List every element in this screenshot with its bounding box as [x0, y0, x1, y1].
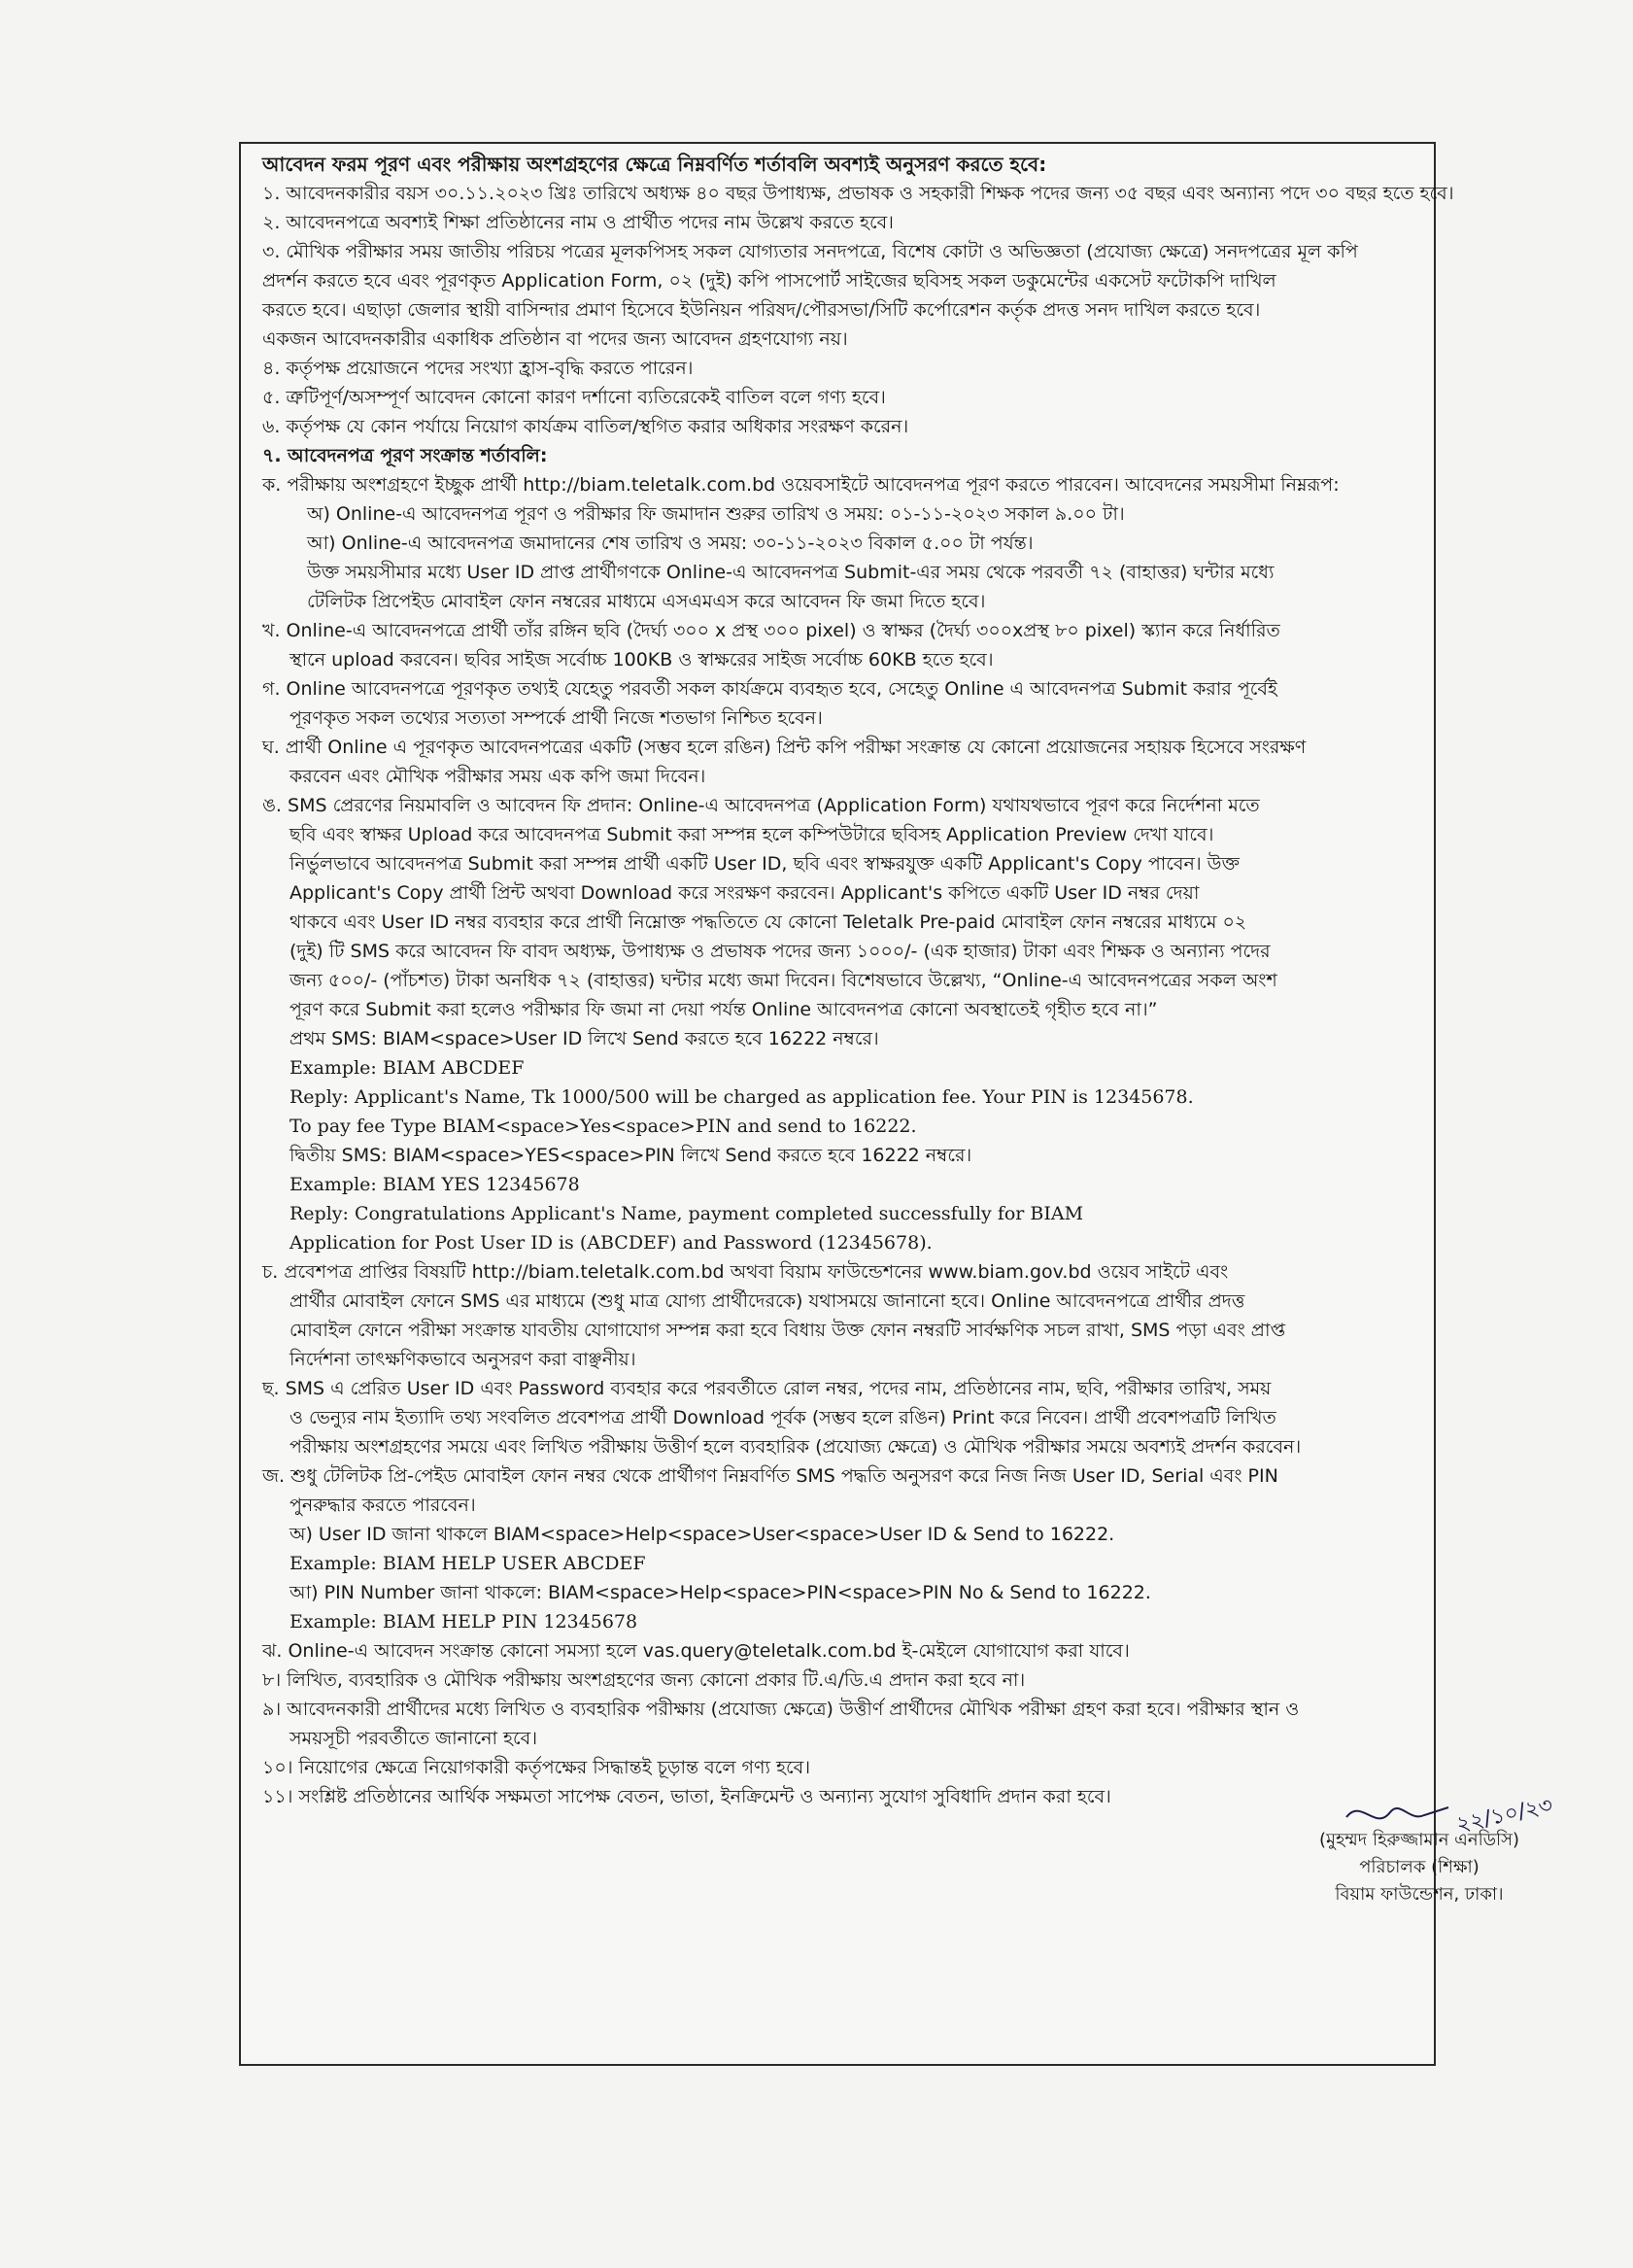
- sms-first-reply-1: Reply: Applicant's Name, Tk 1000/500 will be charged as application fee. Your PIN is 12345678.: [289, 1086, 1194, 1108]
- recover-pin: আ) PIN Number জানা থাকলে: BIAM<space>Help<space>PIN<space>PIN No & Send to 16222.: [289, 1582, 1151, 1603]
- recover-user-id: অ) User ID জানা থাকলে BIAM<space>Help<space>User<space>User ID & Send to 16222.: [289, 1524, 1115, 1545]
- rule-5: ৫. ত্রুটিপূর্ণ/অসম্পূর্ণ আবেদন কোনো কারণ দর্শানো ব্যতিরেকেই বাতিল বলে গণ্য হবে।: [262, 387, 886, 408]
- rule-7nga-line-4: Applicant's Copy প্রার্থী প্রিন্ট অথবা Download করে সংরক্ষণ করবেন। Applicant's কপিতে একটি User ID নম্বর দেয়া: [289, 882, 1200, 904]
- signatory-designation: পরিচালক (শিক্ষা): [1359, 1857, 1480, 1877]
- rule-7ka-line-1: ক. পরীক্ষায় অংশগ্রহণে ইচ্ছুক প্রার্থী http://biam.teletalk.com.bd ওয়েবসাইটে আবেদনপত্র পূরণ করতে পারবেন। আবেদনের সময়সীমা নিম্নরূপ:: [262, 474, 1340, 496]
- rule-7ga-line-2: পূরণকৃত সকল তথ্যের সত্যতা সম্পর্কে প্রার্থী নিজে শতভাগ নিশ্চিত হবেন।: [289, 707, 823, 729]
- rule-9-line-2: সময়সূচী পরবর্তীতে জানানো হবে।: [289, 1728, 537, 1749]
- rule-9-line-1: ৯। আবেদনকারী প্রার্থীদের মধ্যে লিখিত ও ব্যবহারিক পরীক্ষায় (প্রযোজ্য ক্ষেত্রে) উত্তীর্ণ প্রার্থীদের মৌখিক পরীক্ষা গ্রহণ করা হবে। পরীক্ষার স্থান ও: [262, 1699, 1300, 1720]
- rule-7ka-aa: আ) Online-এ আবেদনপত্র জমাদানের শেষ তারিখ ও সময়: ৩০-১১-২০২৩ বিকাল ৫.০০ টা পর্যন্ত।: [307, 533, 1034, 554]
- rule-7-heading: ৭. আবেদনপত্র পূরণ সংক্রান্ত শর্তাবলি:: [262, 445, 548, 466]
- sms-second-reply-1: Reply: Congratulations Applicant's Name, payment completed successfully for BIAM: [289, 1203, 1084, 1224]
- recover-user-id-example: Example: BIAM HELP USER ABCDEF: [289, 1553, 646, 1574]
- rule-3-line-4: একজন আবেদনকারীর একাধিক প্রতিষ্ঠান বা পদের জন্য আবেদন গ্রহণযোগ্য নয়।: [262, 328, 848, 350]
- rule-10: ১০। নিয়োগের ক্ষেত্রে নিয়োগকারী কর্তৃপক্ষের সিদ্ধান্তই চূড়ান্ত বলে গণ্য হবে।: [262, 1757, 810, 1778]
- signature-date: ২২/১০/২৩: [1454, 1793, 1555, 1838]
- rule-7ka-line-4: উক্ত সময়সীমার মধ্যে User ID প্রাপ্ত প্রার্থীগণকে Online-এ আবেদনপত্র Submit-এর সময় থেকে পরবর্তী ৭২ (বাহাত্তর) ঘন্টার মধ্যে: [307, 562, 1275, 583]
- rule-7nga-line-2: ছবি এবং স্বাক্ষর Upload করে আবেদনপত্র Submit করা সম্পন্ন হলে কম্পিউটারে ছবিসহ Application Preview দেখা যাবে।: [289, 824, 1214, 845]
- recover-pin-example: Example: BIAM HELP PIN 12345678: [289, 1611, 638, 1632]
- rule-3-line-1: ৩. মৌখিক পরীক্ষার সময় জাতীয় পরিচয় পত্রের মূলকপিসহ সকল যোগ্যতার সনদপত্রে, বিশেষ কোটা ও অভিজ্ঞতা (প্রযোজ্য ক্ষেত্রে) সনদপত্রের মূল কপি: [262, 241, 1358, 262]
- rule-7nga-line-1: ঙ. SMS প্রেরণের নিয়মাবলি ও আবেদন ফি প্রদান: Online-এ আবেদনপত্র (Application Form) যথাযথভাবে পূরণ করে নির্দেশনা মতে: [262, 795, 1260, 816]
- rule-3-line-3: করতে হবে। এছাড়া জেলার স্থায়ী বাসিন্দার প্রমাণ হিসেবে ইউনিয়ন পরিষদ/পৌরসভা/সিটি কর্পোরেশন কর্তৃক প্রদত্ত সনদ দাখিল করতে হবে।: [262, 299, 1261, 321]
- rule-7ja-line-2: পুনরুদ্ধার করতে পারবেন।: [289, 1495, 476, 1516]
- rule-7ga-line-1: গ. Online আবেদনপত্রে পূরণকৃত তথ্যই যেহেতু পরবর্তী সকল কার্যক্রমে ব্যবহৃত হবে, সেহেতু Online এ আবেদনপত্র Submit করার পূর্বেই: [262, 678, 1277, 700]
- rule-7kha-line-2: স্থানে upload করবেন। ছবির সাইজ সর্বোচ্চ 100KB ও স্বাক্ষরের সাইজ সর্বোচ্চ 60KB হতে হবে।: [289, 649, 994, 670]
- rule-7cha-line-4: নির্দেশনা তাৎক্ষণিকভাবে অনুসরণ করা বাঞ্ছনীয়।: [289, 1349, 636, 1370]
- rule-4: ৪. কর্তৃপক্ষ প্রয়োজনে পদের সংখ্যা হ্রাস-বৃদ্ধি করতে পারেন।: [262, 358, 694, 379]
- signatory-organization: বিয়াম ফাউন্ডেশন, ঢাকা।: [1335, 1884, 1504, 1905]
- signature-block: [1264, 1827, 1575, 1908]
- rule-7cha-line-1: চ. প্রবেশপত্র প্রাপ্তির বিষয়টি http://biam.teletalk.com.bd অথবা বিয়াম ফাউন্ডেশনের www.biam.gov.bd ওয়েব সাইটে এবং: [262, 1261, 1229, 1283]
- rule-3-line-2: প্রদর্শন করতে হবে এবং পূরণকৃত Application Form, ০২ (দুই) কপি পাসপোর্ট সাইজের ছবিসহ সকল ডকুমেন্টের একসেট ফটোকপি দাখিল: [262, 270, 1276, 292]
- signatory-name: (মুহম্মদ হিরুজ্জামান এনডিসি): [1318, 1830, 1520, 1850]
- sms-second: দ্বিতীয় SMS: BIAM<space>YES<space>PIN লিখে Send করতে হবে 16222 নম্বরে।: [289, 1145, 972, 1166]
- rule-7cha-line-2: প্রার্থীর মোবাইল ফোনে SMS এর মাধ্যমে (শুধু মাত্র যোগ্য প্রার্থীদেরকে) যথাসময়ে জানানো হবে। Online আবেদনপত্রে প্রার্থীর প্রদত্ত: [289, 1290, 1245, 1312]
- rule-7gha-line-2: করবেন এবং মৌখিক পরীক্ষার সময় এক কপি জমা দিবেন।: [289, 766, 706, 787]
- rule-7chha-line-2: ও ভেন্যুর নাম ইত্যাদি তথ্য সংবলিত প্রবেশপত্র প্রার্থী Download পূর্বক (সম্ভব হলে রঙিন) Print করে নিবেন। প্রার্থী প্রবেশপত্রটি লিখিত: [289, 1407, 1276, 1428]
- rule-7nga-line-6: (দুই) টি SMS করে আবেদন ফি বাবদ অধ্যক্ষ, উপাধ্যক্ষ ও প্রভাষক পদের জন্য ১০০০/- (এক হাজার) টাকা এবং শিক্ষক ও অন্যান্য পদের: [289, 941, 1271, 962]
- rule-2: ২. আবেদনপত্রে অবশ্যই শিক্ষা প্রতিষ্ঠানের নাম ও প্রার্থীত পদের নাম উল্লেখ করতে হবে।: [262, 212, 894, 233]
- sms-second-reply-2: Application for Post User ID is (ABCDEF) and Password (12345678).: [289, 1232, 933, 1254]
- rule-7ka-a: অ) Online-এ আবেদনপত্র পূরণ ও পরীক্ষার ফি জমাদান শুরুর তারিখ ও সময়: ০১-১১-২০২৩ সকাল ৯.০০ টা।: [307, 503, 1125, 525]
- rule-7ja-line-1: জ. শুধু টেলিটক প্রি-পেইড মোবাইল ফোন নম্বর থেকে প্রার্থীগণ নিম্নবর্ণিত SMS পদ্ধতি অনুসরণ করে নিজ নিজ User ID, Serial এবং PIN: [262, 1465, 1278, 1487]
- rule-7gha-line-1: ঘ. প্রার্থী Online এ পূরণকৃত আবেদনপত্রের একটি (সম্ভব হলে রঙিন) প্রিন্ট কপি পরীক্ষা সংক্রান্ত যে কোনো প্রয়োজনের সহায়ক হিসেবে সংরক্ষণ: [262, 737, 1307, 758]
- rule-7chha-line-1: ছ. SMS এ প্রেরিত User ID এবং Password ব্যবহার করে পরবর্তীতে রোল নম্বর, পদের নাম, প্রতিষ্ঠানের নাম, ছবি, পরীক্ষার তারিখ, সময়: [262, 1378, 1272, 1399]
- document-frame: [239, 142, 1454, 2066]
- sms-first-reply-2: To pay fee Type BIAM<space>Yes<space>PIN and send to 16222.: [289, 1116, 917, 1137]
- rule-7nga-line-7: জন্য ৫০০/- (পাঁচশত) টাকা অনধিক ৭২ (বাহাত্তর) ঘন্টার মধ্যে জমা দিবেন। বিশেষভাবে উল্লেখ্য, “Online-এ আবেদনপত্রের সকল অংশ: [289, 970, 1277, 991]
- rule-8: ৮। লিখিত, ব্যবহারিক ও মৌখিক পরীক্ষায় অংশগ্রহণের জন্য কোনো প্রকার টি.এ/ডি.এ প্রদান করা হবে না।: [262, 1669, 1026, 1691]
- rule-1-line-1: ১. আবেদনকারীর বয়স ৩০.১১.২০২৩ খ্রিঃ তারিখে অধ্যক্ষ ৪০ বছর উপাধ্যক্ষ, প্রভাষক ও সহকারী শিক্ষক পদের জন্য ৩৫ বছর এবং অন্যান্য পদে ৩০ বছর হতে হবে।: [262, 183, 1454, 204]
- rule-7chha-line-3: পরীক্ষায় অংশগ্রহণের সময়ে এবং লিখিত পরীক্ষায় উত্তীর্ণ হলে ব্যবহারিক (প্রযোজ্য ক্ষেত্রে) ও মৌখিক পরীক্ষার সময়ে অবশ্যই প্রদর্শন করবেন।: [289, 1436, 1302, 1458]
- rule-7kha-line-1: খ. Online-এ আবেদনপত্রে প্রার্থী তাঁর রঙ্গিন ছবি (দৈর্ঘ্য ৩০০ x প্রস্থ ৩০০ pixel) ও স্বাক্ষর (দৈর্ঘ্য ৩০০xপ্রস্থ ৮০ pixel) স্ক্যান করে নির্ধারিত: [262, 620, 1280, 641]
- rule-11: ১১। সংশ্লিষ্ট প্রতিষ্ঠানের আর্থিক সক্ষমতা সাপেক্ষ বেতন, ভাতা, ইনক্রিমেন্ট ও অন্যান্য সুযোগ সুবিধাদি প্রদান করা হবে।: [262, 1786, 1111, 1807]
- rule-7nga-line-8: পূরণ করে Submit করা হলেও পরীক্ষার ফি জমা না দেয়া পর্যন্ত Online আবেদনপত্র কোনো অবস্থাতেই গৃহীত হবে না।”: [289, 999, 1158, 1020]
- rule-7nga-line-5: থাকবে এবং User ID নম্বর ব্যবহার করে প্রার্থী নিম্নোক্ত পদ্ধতিতে যে কোনো Teletalk Pre-paid মোবাইল ফোন নম্বরের মাধ্যমে ০২: [289, 911, 1247, 933]
- sms-first-example: Example: BIAM ABCDEF: [289, 1057, 525, 1079]
- rule-7ka-line-5: টেলিটক প্রিপেইড মোবাইল ফোন নম্বরের মাধ্যমে এসএমএস করে আবেদন ফি জমা দিতে হবে।: [307, 591, 986, 612]
- rule-6: ৬. কর্তৃপক্ষ যে কোন পর্যায়ে নিয়োগ কার্যক্রম বাতিল/স্থগিত করার অধিকার সংরক্ষণ করেন।: [262, 416, 909, 437]
- rule-7nga-line-3: নির্ভুলভাবে আবেদনপত্র Submit করা সম্পন্ন প্রার্থী একটি User ID, ছবি এবং স্বাক্ষরযুক্ত একটি Applicant's Copy পাবেন। উক্ত: [289, 853, 1240, 875]
- sms-first: প্রথম SMS: BIAM<space>User ID লিখে Send করতে হবে 16222 নম্বরে।: [289, 1028, 879, 1049]
- rule-7cha-line-3: মোবাইল ফোনে পরীক্ষা সংক্রান্ত যাবতীয় যোগাযোগ সম্পন্ন করা হবে বিধায় উক্ত ফোন নম্বরটি সার্বক্ষণিক সচল রাখা, SMS পড়া এবং প্রাপ্ত: [289, 1320, 1286, 1341]
- rule-7jha: ঝ. Online-এ আবেদন সংক্রান্ত কোনো সমস্যা হলে vas.query@teletalk.com.bd ই-মেইলে যোগাযোগ করা যাবে।: [262, 1640, 1130, 1662]
- sms-second-example: Example: BIAM YES 12345678: [289, 1174, 580, 1195]
- page-heading: আবেদন ফরম পূরণ এবং পরীক্ষায় অংশগ্রহণের ক্ষেত্রে নিম্নবর্ণিত শর্তাবলি অবশ্যই অনুসরণ করতে হবে:: [262, 153, 1047, 176]
